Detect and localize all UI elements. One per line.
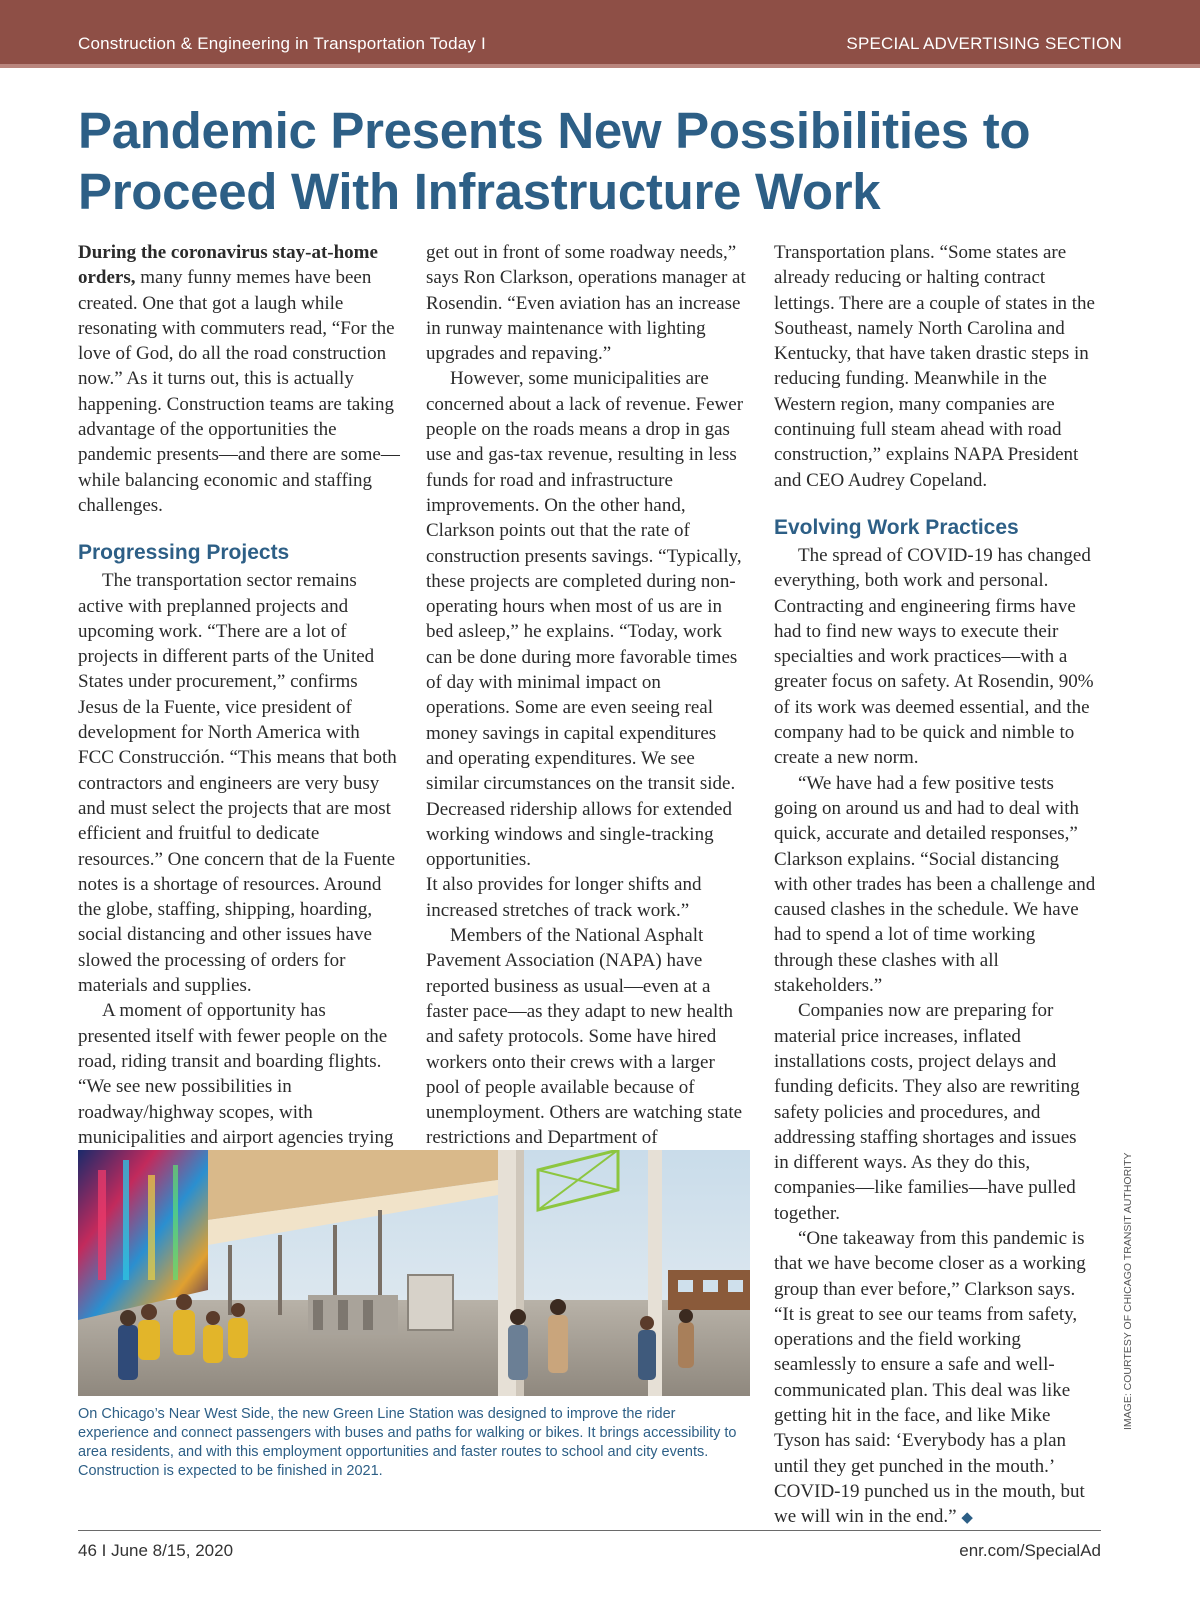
column-1	[78, 240, 400, 1175]
article-title: Pandemic Presents New Possibilities to Proceed With Infrastructure Work	[78, 102, 1031, 220]
body-paragraph: Transportation plans. “Some states are already reducing or halting contract lettings. There are a couple of states in the Southeast, namely North Carolina and Kentucky, that have taken drastic steps in reducing funding. Meanwhile in the Western region, many companies are continuing full steam ahead with road construction,” explains NAPA President and CEO Audrey Copeland.	[774, 242, 1095, 491]
column-3	[774, 240, 1096, 1532]
body-paragraph: Members of the National Asphalt Pavement Association (NAPA) have reported business as usual—even at a faster pace—as they adapt to new health and safety protocols. Some have hired workers onto their crews with a larger pool of people available because of unemployment. Others are watching state restrictions and Department of	[426, 925, 743, 1149]
end-mark-icon: ◆	[961, 1510, 973, 1527]
body-paragraph: It also provides for longer shifts and increased stretches of track work.”	[426, 874, 702, 921]
footer-url: enr.com/SpecialAd	[959, 1541, 1101, 1560]
page-info: 46 I June 8/15, 2020	[78, 1541, 234, 1560]
lede-text: many funny memes have been created. One that got a laugh while resonating with commuters read, “For the love of God, do all the road construction now.” As it turns out, this is actually happening. Construction teams are taking advantage of the opportunities the pandemic presents—and there are some—while balancing economic and staffing challenges.	[78, 267, 400, 516]
lede-paragraph	[78, 240, 400, 518]
footer-divider	[78, 1530, 1101, 1531]
publication-name: Construction & Engineering in Transportation Today I	[78, 34, 486, 53]
closing-text: “One takeaway from this pandemic is that we have become closer as a working group than ever before,” Clarkson says. “It is great to see our teams from safety, operations and the field working seamlessly to ensure a safe and well-communicated plan. This deal was like getting hit in the face, and like Mike Tyson has said: ‘Everybody has a plan until they get punched in the mouth.’ COVID-19 punched us in the mouth, but we will win in the end.”	[774, 1227, 1086, 1528]
header-bar	[0, 0, 1200, 68]
image-credit: IMAGE: COURTESY OF CHICAGO TRANSIT AUTHORITY	[1122, 1152, 1134, 1430]
subhead-evolving-work-practices: Evolving Work Practices	[774, 515, 1019, 539]
body-paragraph: Companies now are preparing for material price increases, inflated installations costs, project delays and funding deficits. They also are rewriting safety policies and procedures, and addressing staffing shortages and issues in different ways. As they do this, companies—like families—have pulled together.	[774, 1000, 1080, 1224]
section-label: SPECIAL ADVERTISING SECTION	[846, 34, 1122, 53]
body-paragraph: A moment of opportunity has presented itself with fewer people on the road, riding transit and boarding flights. “We see new possibilities in roadway/highway scopes, with municipalities and airport agencies trying	[78, 1000, 394, 1148]
body-paragraph: “We have had a few positive tests going on around us and had to deal with quick, accurate and detailed responses,” Clarkson explains. “Social distancing with other trades has been a challenge and caused clashes in the schedule. We have had to spend a lot of time working through these clashes with all stakeholders.”	[774, 772, 1096, 997]
lede-bold: During the coronavirus stay-at-home orders,	[78, 242, 378, 289]
body-paragraph: However, some municipalities are concerned about a lack of revenue. Fewer people on the roads means a drop in gas use and gas-tax revenue, resulting in less funds for road and infrastructure improvements. On the other hand, Clarkson points out that the rate of construction presents savings. “Typically, these projects are completed during non-operating hours when most of us are in bed asleep,” he explains. “Today, work can be done during more favorable times of day with minimal impact on operations. Some are even seeing real money savings in capital expenditures and operating expenditures. We see similar circumstances on the transit side. Decreased ridership allows for extended working windows and single-tracking opportunities.	[426, 368, 744, 871]
body-paragraph-final	[774, 1226, 1096, 1532]
body-paragraph: The transportation sector remains active with preplanned projects and upcoming work. “There are a lot of projects in different parts of the United States under procurement,” confirms Jesus de la Fuente, vice president of development for North America with FCC Construcción. “This means that both contractors and engineers are very busy and must select the projects that are most efficient and fruitful to dedicate resources.” One concern that de la Fuente notes is a shortage of resources. Around the globe, staffing, shipping, hoarding, social distancing and other issues have slowed the processing of orders for materials and supplies.	[78, 570, 397, 997]
body-paragraph: The spread of COVID-19 has changed everything, both work and personal. Contracting and engineering firms have had to find new ways to execute their specialties and work practices—with a greater focus on safety. At Rosendin, 90% of its work was deemed essential, and the company had to be quick and nimble to create a new norm.	[774, 544, 1094, 769]
photo-caption: On Chicago’s Near West Side, the new Green Line Station was designed to improve the rider experience and connect passengers with buses and paths for walking or bikes. It brings accessibility to area residents, and with this employment opportunities and faster routes to school and city events. Construction is expected to be finished in 2021.	[78, 1406, 737, 1479]
station-rendering-image	[78, 1150, 750, 1396]
subhead-progressing-projects: Progressing Projects	[78, 541, 290, 565]
body-paragraph: get out in front of some roadway needs,” says Ron Clarkson, operations manager at Rosendin. “Even aviation has an increase in runway maintenance with lighting upgrades and repaving.”	[426, 242, 746, 365]
column-2	[426, 240, 748, 1151]
